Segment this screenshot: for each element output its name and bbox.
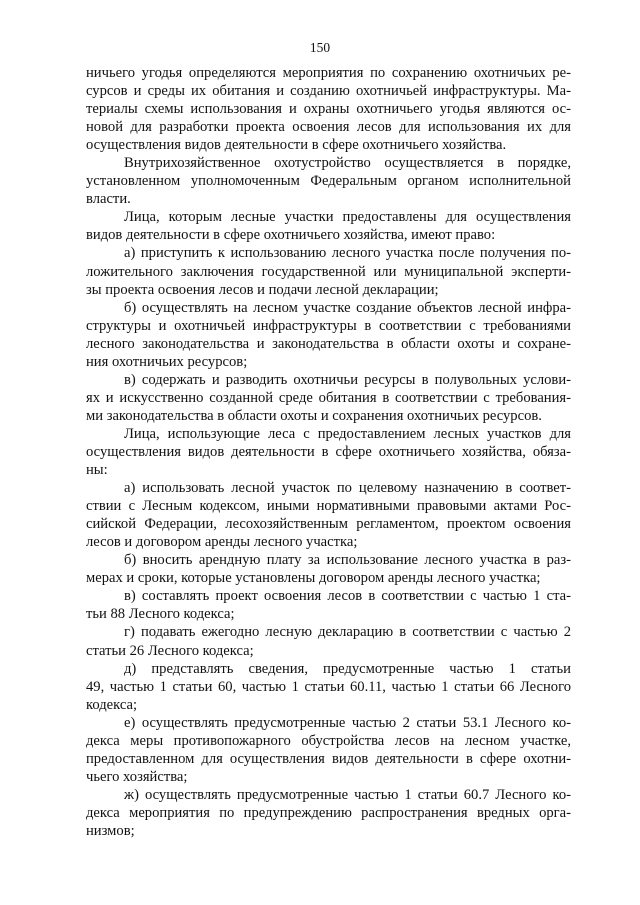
text-line: структуры и охотничьей инфраструктуры в соответствии с требованиями xyxy=(86,317,571,334)
document-body xyxy=(86,64,571,840)
text-line: ны: xyxy=(86,462,108,479)
text-line: сийской Федерации, лесохозяйственным регламентом, проектом освоения xyxy=(86,516,571,533)
text-line: Лица, использующие леса с предоставлением лесных участков для xyxy=(124,425,571,442)
text-line: лесного законодательства и законодательства в области охоты и сохране- xyxy=(86,335,571,352)
text-line: ния охотничьих ресурсов; xyxy=(86,353,248,370)
text-line: сурсов и среды их обитания и созданию охотничьей инфраструктуры. Ма- xyxy=(86,83,571,100)
text-line: статьи 26 Лесного кодекса; xyxy=(86,642,254,659)
text-line: чьего хозяйства; xyxy=(86,768,188,785)
text-line: а) приступить к использованию лесного участка после получения по- xyxy=(124,245,571,262)
text-line: декса меры противопожарного обустройства лесов на лесном участке, xyxy=(86,732,571,749)
text-line: в) составлять проект освоения лесов в соответствии с частью 1 ста- xyxy=(124,588,571,605)
text-line: установленном уполномоченным Федеральным органом исполнительной xyxy=(86,173,571,190)
page-number: 150 xyxy=(309,40,331,55)
text-line: ствии с Лесным кодексом, иными нормативными правовыми актами Рос- xyxy=(86,498,571,515)
text-line: б) вносить арендную плату за использование лесного участка в раз- xyxy=(124,552,571,569)
text-line: новой для разработки проекта освоения лесов для использования их для xyxy=(86,119,571,136)
text-line: ях и искусственно созданной среде обитания в соответствии с требования- xyxy=(86,389,571,406)
text-line: ложительного заключения государственной или муниципальной эксперти- xyxy=(86,263,571,280)
text-line: г) подавать ежегодно лесную декларацию в соответствии с частью 2 xyxy=(124,624,571,641)
text-line: осуществления видов деятельности в сфере охотничьего хозяйства. xyxy=(86,137,507,154)
text-line: низмов; xyxy=(86,822,135,839)
text-line: ми законодательства в области охоты и сохранения охотничьих ресурсов. xyxy=(86,407,542,424)
text-line: власти. xyxy=(86,191,131,208)
text-line: в) содержать и разводить охотничьи ресурсы в полувольных услови- xyxy=(124,371,571,388)
text-line: предоставленном для осуществления видов деятельности в сфере охотни- xyxy=(86,750,571,767)
text-line: Лица, которым лесные участки предоставлены для осуществления xyxy=(124,209,571,226)
text-line: е) осуществлять предусмотренные частью 2 статьи 53.1 Лесного ко- xyxy=(124,714,571,731)
text-line: ж) осуществлять предусмотренные частью 1 статьи 60.7 Лесного ко- xyxy=(124,786,571,803)
text-line: лесов и договором аренды лесного участка; xyxy=(86,534,358,551)
text-line: а) использовать лесной участок по целевому назначению в соответ- xyxy=(124,480,571,497)
text-line: териалы схемы использования и охраны охотничьего угодья являются ос- xyxy=(86,101,571,118)
text-line: д) представлять сведения, предусмотренные частью 1 статьи xyxy=(124,660,571,677)
text-line: декса мероприятия по предупреждению распространения вредных орга- xyxy=(86,804,571,821)
text-line: тьи 88 Лесного кодекса; xyxy=(86,606,235,623)
text-line: Внутрихозяйственное охотустройство осуществляется в порядке, xyxy=(124,155,571,172)
text-line: кодекса; xyxy=(86,696,138,713)
text-line: зы проекта освоения лесов и подачи лесной декларации; xyxy=(86,281,439,298)
text-line: 49, частью 1 статьи 60, частью 1 статьи 60.11, частью 1 статьи 66 Лесного xyxy=(86,678,571,695)
text-line: осуществления видов деятельности в сфере охотничьего хозяйства, обяза- xyxy=(86,443,571,460)
text-line: видов деятельности в сфере охотничьего хозяйства, имеют право: xyxy=(86,227,496,244)
text-line: ничьего угодья определяются мероприятия по сохранению охотничьих ре- xyxy=(86,65,571,81)
text-line: б) осуществлять на лесном участке создание объектов лесной инфра- xyxy=(124,299,571,316)
text-line: мерах и сроки, которые установлены договором аренды лесного участка; xyxy=(86,570,541,587)
